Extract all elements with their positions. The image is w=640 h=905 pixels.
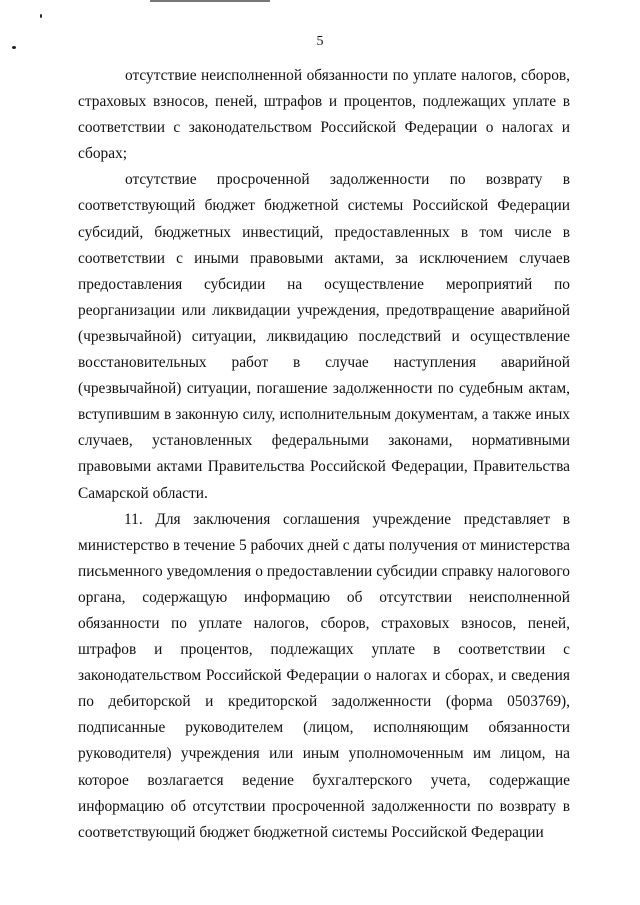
paragraph-item-11: 11. Для заключения соглашения учреждение представляет в министерство в течение 5 рабочих дней с даты получения от министерства письменного уведомления о предоставлении субсидии справку налогового органа, содержащую информацию об отсутствии неисполненной обязанности по уплате налогов, сборов, страховых взносов, пеней, штрафов и процентов, подлежащих уплате в соответствии с законодательством Российской Федерации о налогах и сборах, и сведения по дебиторской и кредиторской задолженности (форма 0503769), подписанные руководителем (лицом, исполняющим обязанности руководителя) учреждения или иным уполномоченным им лицом, на которое возлагается ведение бухгалтерского учета, содержащие информацию об отсутствии просроченной задолженности по возврату в соответствующий бюджет бюджетной системы Российской Федерации — [78, 510, 570, 841]
scan-speck — [40, 14, 42, 18]
paragraph-overdue-debt: отсутствие просроченной задолженности по возврату в соответствующий бюджет бюджетной системы Российской Федерации субсидий, бюджетных инвестиций, предоставленных в том числе в соответствии с иными правовыми актами, за исключением случаев предоставления субсидии на осуществление мероприятий по реорганизации или ликвидации учреждения, предотвращение аварийной (чрезвычайной) ситуации, ликвидацию последствий и осуществление восстановительных работ в случае наступления аварийной (чрезвычайной) ситуации, погашение задолженности по судебным актам, вступившим в законную силу, исполнительным документам, а также иных случаев, установленных федеральными законами, нормативными правовыми актами Правительства Российской Федерации, Правительства Самарской области. — [78, 171, 570, 502]
page-number: 5 — [316, 34, 324, 49]
paragraph-tax-obligations: отсутствие неисполненной обязанности по уплате налогов, сборов, страховых взносов, пеней, штрафов и процентов, подлежащих уплате в соответствии с законодательством Российской Федерации о налогах и сборах; — [78, 67, 570, 163]
document-body — [78, 63, 570, 846]
scan-edge-line — [150, 0, 270, 2]
